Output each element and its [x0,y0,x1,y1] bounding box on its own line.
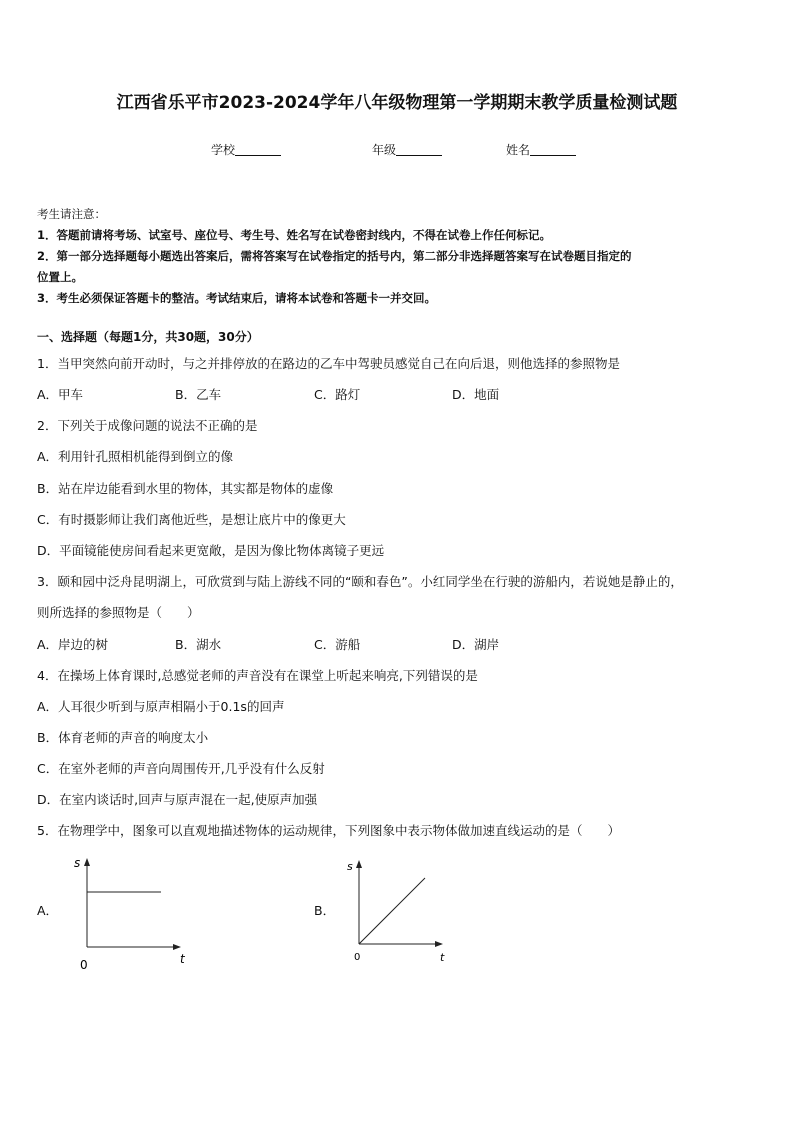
q1-option-c: C．路灯 [314,387,361,402]
origin-label: 0 [354,952,361,963]
q3-option-c: C．游船 [314,637,361,652]
q5-graph-a [60,852,200,977]
q5-option-b-label: B． [314,903,336,918]
q2-option-d: D．平面镜能使房间看起来更宽敞，是因为像比物体离镜子更远 [37,543,385,558]
q3-option-a: A．岸边的树 [37,637,109,652]
name-field [506,141,576,158]
q4-option-c: C．在室外老师的声音向周围传开,几乎没有什么反射 [37,761,325,776]
x-axis-label: t [180,952,185,966]
q1-option-b: B．乙车 [175,387,222,402]
y-axis-label: s [347,860,353,873]
y-axis-label: s [74,856,81,870]
q1-option-a: A．甲车 [37,387,84,402]
q5-graph-b [335,852,465,972]
y-axis-arrow [356,860,362,868]
q1-option-d: D．地面 [452,387,500,402]
q5-option-a-label: A． [37,903,59,918]
grade-field [372,141,442,158]
note-item: 3．考生必须保证答题卡的整洁。考试结束后，请将本试卷和答题卡一并交回。 [37,291,436,305]
q2-option-a: A．利用针孔照相机能得到倒立的像 [37,449,234,464]
school-label: 学校 [211,143,236,157]
question-5-stem: 5．在物理学中，图象可以直观地描述物体的运动规律，下列图象中表示物体做加速直线运动的是（ ） [37,823,620,838]
q4-option-a: A．人耳很少听到与原声相隔小于0.1s的回声 [37,699,285,714]
question-3-stem-line1: 3．颐和园中泛舟昆明湖上，可欣赏到与陆上游线不同的“颐和春色”。小红同学坐在行驶的游船内，若说她是静止的， [37,574,683,589]
question-1-stem: 1．当甲突然向前开动时，与之并排停放的在路边的乙车中驾驶员感觉自己在向后退，则他选择的参照物是 [37,356,620,371]
name-blank [530,143,576,156]
q2-option-b: B．站在岸边能看到水里的物体，其实都是物体的虚像 [37,481,334,496]
graph-b-line [359,878,425,944]
question-4-stem: 4．在操场上体育课时,总感觉老师的声音没有在课堂上听起来响亮,下列错误的是 [37,668,478,683]
note-item: 2．第一部分选择题每小题选出答案后，需将答案写在试卷指定的括号内，第二部分非选择题答案写在试卷题目指定的 [37,249,632,263]
x-axis-arrow [435,941,443,947]
q4-option-d: D．在室内谈话时,回声与原声混在一起,使原声加强 [37,792,318,807]
note-item: 1．答题前请将考场、试室号、座位号、考生号、姓名写在试卷密封线内，不得在试卷上作任何标记。 [37,228,551,242]
q2-option-c: C．有时摄影师让我们离他近些，是想让底片中的像更大 [37,512,346,527]
q4-option-b: B．体育老师的声音的响度太小 [37,730,209,745]
section-heading: 一、选择题（每题1分，共30题，30分） [37,330,259,344]
q3-option-d: D．湖岸 [452,637,500,652]
school-blank [235,143,281,156]
school-field [211,141,281,158]
x-axis-arrow [173,944,181,950]
y-axis-arrow [84,858,90,866]
page-title: 江西省乐平市2023-2024学年八年级物理第一学期期末教学质量检测试题 [116,93,678,113]
note-item: 位置上。 [37,270,83,284]
grade-blank [396,143,442,156]
origin-label: 0 [80,958,88,972]
name-label: 姓名 [506,143,531,157]
question-2-stem: 2．下列关于成像问题的说法不正确的是 [37,418,258,433]
exam-notes [37,204,762,309]
notes-heading: 考生请注意： [37,207,106,221]
q3-option-b: B．湖水 [175,637,222,652]
grade-label: 年级 [372,143,397,157]
question-3-stem-line2: 则所选择的参照物是（ ） [37,605,200,620]
x-axis-label: t [440,951,445,964]
